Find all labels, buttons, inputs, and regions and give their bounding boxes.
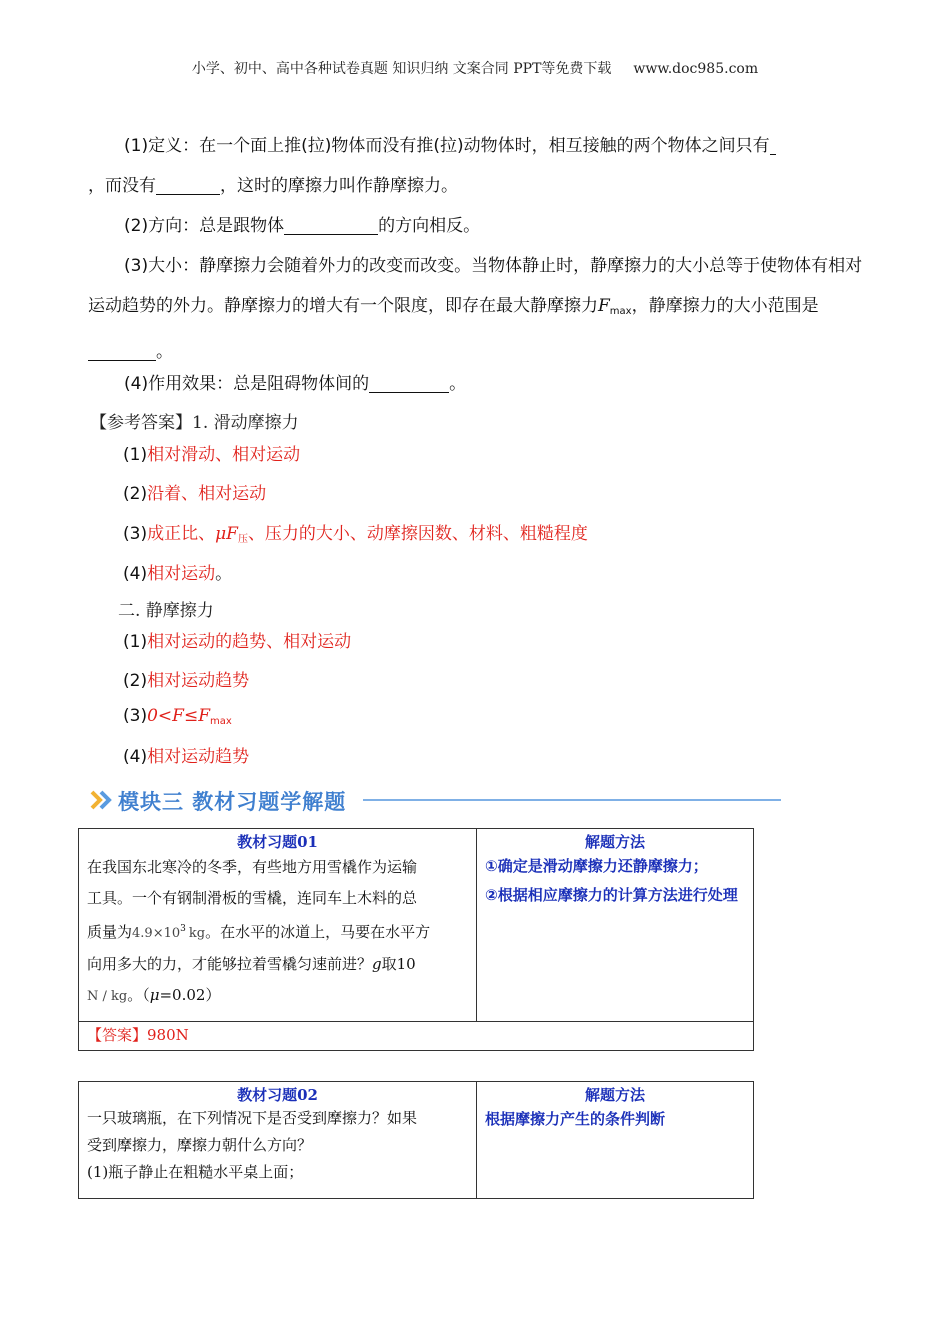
exercise-01-line-1: 在我国东北寒冷的冬季，有些地方用雪橇作为运输 bbox=[87, 858, 418, 876]
answer-1 bbox=[123, 440, 300, 465]
answer-b3 bbox=[123, 706, 232, 727]
effect-text-b: 。 bbox=[449, 374, 467, 394]
size-text-b: ，静摩擦力的大小范围是 bbox=[631, 296, 819, 316]
effect-text-a: (4)作用效果：总是阻碍物体间的 bbox=[124, 374, 370, 394]
size-fmax-f: F bbox=[598, 296, 610, 316]
page-header bbox=[0, 58, 950, 78]
exercise-01-mass-unit: kg bbox=[188, 926, 206, 941]
exercise-01-line-4a: 向用多大的力，才能够拉着雪橇匀速前进？ bbox=[87, 955, 373, 973]
answer-b3-num: (3) bbox=[123, 706, 148, 726]
answer-b2 bbox=[123, 666, 249, 691]
answer-b2-text: 相对运动趋势 bbox=[147, 671, 250, 691]
answer-3-formula: μF bbox=[215, 524, 238, 544]
exercise-01-g: g bbox=[372, 955, 382, 973]
exercise-01-g-unit: N / kg bbox=[87, 989, 128, 1004]
answer-b3-sub: max bbox=[210, 716, 232, 727]
exercise-02-question bbox=[87, 1105, 468, 1186]
exercise-01-title: 教材习题01 bbox=[237, 833, 318, 851]
exercise-01-line-5a: 。（ bbox=[127, 986, 150, 1004]
exercise-01-table bbox=[78, 828, 754, 1051]
header-url[interactable]: www.doc985.com bbox=[633, 61, 759, 77]
exercise-01-mass-label: 质量为 bbox=[87, 923, 133, 941]
definition-text-c: ，这时的摩擦力叫作静摩擦力。 bbox=[220, 176, 458, 196]
module-title: 模块三 教材习题学解题 bbox=[118, 790, 347, 814]
direction-text-a: (2)方向：总是跟物体 bbox=[124, 216, 285, 236]
exercise-02-table bbox=[78, 1081, 754, 1199]
direction-paragraph bbox=[88, 206, 868, 246]
answer-b4 bbox=[123, 742, 249, 767]
answer-b1-text: 相对运动的趋势、相对运动 bbox=[147, 632, 352, 652]
exercise-01-mass-exp: 3 bbox=[180, 924, 186, 934]
answer-header: 【参考答案】1. 滑动摩擦力 bbox=[90, 413, 299, 433]
answer-2-text: 沿着、相对运动 bbox=[147, 484, 267, 504]
exercise-02-line-3: (1)瓶子静止在粗糙水平桌上面； bbox=[87, 1163, 304, 1181]
exercise-01-mu: μ bbox=[149, 986, 160, 1004]
answer-b1-num: (1) bbox=[123, 632, 148, 652]
answer-b4-num: (4) bbox=[123, 747, 148, 767]
exercise-02-title: 教材习题02 bbox=[237, 1086, 318, 1104]
header-text: 小学、初中、高中各种试卷真题 知识归纳 文案合同 PPT等免费下载 bbox=[191, 61, 612, 77]
exercise-02-line-2: 受到摩擦力，摩擦力朝什么方向？ bbox=[87, 1136, 313, 1154]
answer-2-num: (2) bbox=[123, 484, 148, 504]
answer-b2-num: (2) bbox=[123, 671, 148, 691]
exercise-01-question-cell bbox=[79, 829, 477, 1022]
answer-b3-text: 0<F≤F bbox=[147, 706, 210, 726]
exercise-01-line-2: 工具。一个有钢制滑板的雪橇，连同车上木料的总 bbox=[87, 889, 418, 907]
effect-blank bbox=[369, 374, 449, 393]
exercise-01-line-3 bbox=[87, 914, 468, 949]
exercise-01-question bbox=[87, 852, 468, 1012]
static-friction-heading: 二. 静摩擦力 bbox=[118, 601, 214, 621]
exercise-01-method-cell bbox=[477, 829, 754, 1022]
answer-3-pre: 成正比、 bbox=[147, 524, 216, 544]
exercise-01-line-4 bbox=[87, 949, 468, 980]
definition-text-b: ，而没有 bbox=[88, 176, 156, 196]
definition-text-a: (1)定义：在一个面上推(拉)物体而没有推(拉)动物体时，相互接触的两个物体之间只有 bbox=[124, 136, 770, 156]
exercise-02-line-1: 一只玻璃瓶，在下列情况下是否受到摩擦力？如果 bbox=[87, 1109, 418, 1127]
answer-4-text: 相对运动 bbox=[147, 564, 216, 584]
size-text-a: (3)大小：静摩擦力会随着外力的改变而改变。当物体静止时，静摩擦力的大小总等于使物体有相对运动趋势的外力。静摩擦力的增大有一个限度，即存在最大静摩擦力 bbox=[88, 256, 863, 316]
answer-b1 bbox=[123, 627, 351, 652]
size-fmax-sub: max bbox=[609, 306, 632, 317]
answer-3-num: (3) bbox=[123, 524, 148, 544]
answer-3-post: 、压力的大小、动摩擦因数、材料、粗糙程度 bbox=[247, 524, 588, 544]
exercise-02-question-cell bbox=[79, 1082, 477, 1199]
answer-2 bbox=[123, 479, 266, 504]
exercise-01-method-2: ②根据相应摩擦力的计算方法进行处理 bbox=[485, 886, 738, 904]
answer-1-num: (1) bbox=[123, 445, 148, 465]
definition-paragraph bbox=[88, 126, 868, 206]
exercise-02-method-title: 解题方法 bbox=[584, 1086, 645, 1104]
exercise-01-method-title: 解题方法 bbox=[584, 833, 645, 851]
definition-blank-1 bbox=[770, 136, 776, 155]
exercise-01-line-5b: =0.02） bbox=[159, 986, 221, 1004]
exercise-01-line-5 bbox=[87, 980, 468, 1012]
exercise-02-method-1: 根据摩擦力产生的条件判断 bbox=[485, 1110, 666, 1128]
exercise-01-line-4b: 取10 bbox=[381, 955, 416, 973]
effect-paragraph bbox=[88, 364, 868, 404]
direction-blank bbox=[284, 216, 378, 235]
answer-4-end: 。 bbox=[215, 564, 233, 584]
double-chevron-icon bbox=[90, 789, 116, 811]
answer-3-sub: 压 bbox=[237, 534, 248, 545]
answer-4 bbox=[123, 559, 232, 584]
module-divider bbox=[363, 799, 781, 801]
size-blank bbox=[88, 342, 156, 361]
exercise-01-method-1: ①确定是滑动摩擦力还静摩擦力； bbox=[485, 857, 708, 875]
answer-3 bbox=[123, 519, 588, 545]
exercise-01-line-3b: 。在水平的冰道上，马要在水平方 bbox=[205, 923, 431, 941]
module-heading bbox=[88, 786, 698, 814]
definition-blank-2 bbox=[156, 176, 220, 195]
size-paragraph bbox=[88, 246, 868, 372]
exercise-01-answer: 【答案】980N bbox=[79, 1022, 754, 1051]
answer-1-text: 相对滑动、相对运动 bbox=[147, 445, 301, 465]
exercise-01-mass-value: 4.9×10 bbox=[132, 926, 181, 941]
direction-text-b: 的方向相反。 bbox=[378, 216, 481, 236]
answer-4-num: (4) bbox=[123, 564, 148, 584]
exercise-02-method-cell bbox=[477, 1082, 754, 1199]
size-text-c: 。 bbox=[156, 342, 173, 362]
answer-b4-text: 相对运动趋势 bbox=[147, 747, 250, 767]
